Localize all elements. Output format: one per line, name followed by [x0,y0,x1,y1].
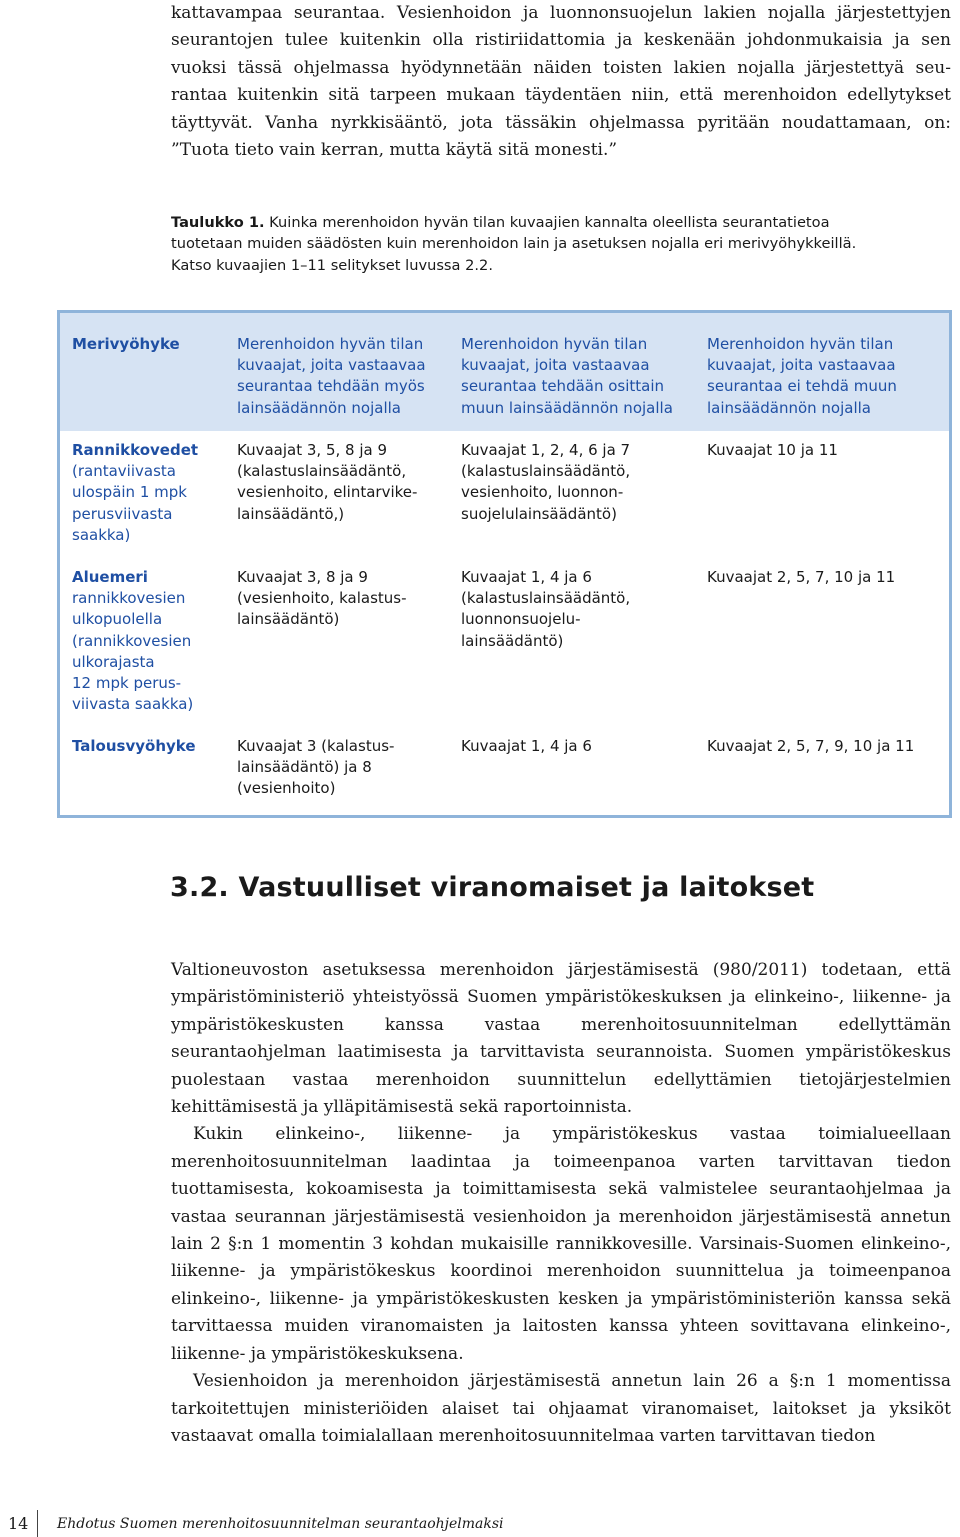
cell-line: (kalastuslainsäädäntö, [461,589,631,608]
intro-line: rantaa kuitenkin sitä tarpeen mukaan täydentäen niin, että merenhoidon edellytykset [171,85,951,106]
section-body [171,957,951,1450]
row2-col2 [461,567,630,652]
section-heading: 3.2. Vastuulliset viranomaiset ja laitokset [170,872,815,903]
cell-line: lainsäädäntö,) [237,504,345,523]
header-line: kuvaajat, joita vastaavaa [707,356,896,375]
section-paragraph: Kukin elinkeino-, liikenne- ja ympäristökeskus vastaa toimialueellaan merenhoitosuunnitelman laadintaa ja toimeenpanoa varten tarvittavan tiedon tuottamisesta, kokoamisesta ja toimittamisesta sekä valmistelee seurantaohjelmaa ja vastaa seurannan järjestämisestä vesienhoidon ja merenhoidon järjestämisestä annetun lain 2 §:n 1 momentin 3 kohdan mukaisille rannikkovesille. Varsinais-Suomen elinkeino-, liikenne- ja ympäristökeskus koordinoi merenhoidon suunnittelua ja toimeenpanoa elinkeino-, liikenne- ja ympäristökeskusten kesken ja ympäristöministeriön kanssa sekä tarvittaessa muiden viranomaisten ja laitosten kanssa yhteen sovittavana elinkeino-, liikenne- ja ympäristökeskuksena. [171,1124,951,1364]
cell-line: Kuvaajat 1, 2, 4, 6 ja 7 [461,441,631,459]
cell-line: lainsäädäntö) [237,610,340,629]
footer-divider [37,1510,38,1537]
cell-line: (vesienhoito) [237,779,336,798]
cell-line: Kuvaajat 10 ja 11 [707,441,838,459]
intro-line: ”Tuota tieto vain kerran, mutta käytä sitä monesti.” [171,140,618,161]
header-col2 [461,334,673,419]
cell-line: lainsäädäntö) ja 8 [237,758,372,777]
intro-line: vuoksi tässä ohjelmassa hyödynnetään näiden toisten lakien nojalla järjestettyä seu- [171,57,951,78]
section-paragraph: Vesienhoidon ja merenhoidon järjestämisestä annetun lain 26 a §:n 1 momentissa tarkoitettujen ministeriöiden alaiset tai ohjaamat viranomaiset, laitokset ja yksiköt vastaavat omalla toimialallaan merenhoitosuunnitelmaa varten tarvittavan tiedon [171,1371,951,1446]
row-zone-rannikkovedet [72,440,198,546]
header-line: seurantaa tehdään myös [237,377,425,396]
header-line: seurantaa tehdään osittain [461,377,665,396]
table-caption [171,212,951,276]
header-col3 [707,334,897,419]
caption-line-2: tuotetaan muiden säädösten kuin merenhoidon lain ja asetuksen nojalla eri merivyöhykkeillä. [171,235,857,253]
row-zone-aluemeri [72,567,193,715]
header-line: seurantaa ei tehdä muun [707,377,897,396]
zone-desc-line: ulkorajasta [72,652,155,671]
header-line: Merenhoidon hyvän tilan [461,335,648,353]
caption-label: Taulukko 1. [171,214,265,231]
row1-col2 [461,440,630,525]
cell-line: Kuvaajat 3 (kalastus- [237,737,395,755]
row2-col1 [237,567,407,631]
header-line: lainsäädännön nojalla [237,398,401,417]
cell-line: (vesienhoito, kalastus- [237,589,407,608]
row3-col2 [461,736,592,757]
zone-desc-line: 12 mpk perus- [72,674,182,693]
intro-line: seurantojen tulee kuitenkin olla ristiriidattomia ja keskenään johdonmukaisia ja sen [171,30,951,51]
zone-desc-line: perusviivasta [72,504,173,523]
row2-col3 [707,567,895,588]
zone-name: Rannikkovedet [72,441,199,459]
cell-line: luonnonsuojelu- [461,610,581,629]
header-line: kuvaajat, joita vastaavaa [461,356,650,375]
cell-line: Kuvaajat 1, 4 ja 6 [461,568,592,586]
zone-desc-line: ulkopuolella [72,610,163,629]
zone-desc-line: rannikkovesien [72,589,186,608]
row1-col3 [707,440,838,461]
header-line: Merenhoidon hyvän tilan [237,335,424,353]
header-line: muun lainsäädännön nojalla [461,398,673,417]
monitoring-table [57,310,952,818]
cell-line: (kalastuslainsäädäntö, [237,462,407,481]
row1-col1 [237,440,417,525]
header-col1 [237,334,426,419]
row3-col3 [707,736,914,757]
cell-line: Kuvaajat 2, 5, 7, 10 ja 11 [707,568,896,586]
header-line: Merenhoidon hyvän tilan [707,335,894,353]
header-line: lainsäädännön nojalla [707,398,871,417]
cell-line: Kuvaajat 1, 4 ja 6 [461,737,592,755]
zone-desc-line: ulospäin 1 mpk [72,483,187,502]
intro-line: kattavampaa seurantaa. Vesienhoidon ja luonnonsuojelun lakien nojalla järjestettyjen [171,3,951,23]
row3-col1 [237,736,394,800]
cell-line: Kuvaajat 2, 5, 7, 9, 10 ja 11 [707,737,915,755]
page-number: 14 [8,1514,29,1533]
cell-line: (kalastuslainsäädäntö, [461,462,631,481]
caption-line-1 [171,212,951,233]
zone-name: Talousvyöhyke [72,737,196,755]
cell-line: vesienhoito, elintarvike- [237,483,418,502]
caption-line-3: Katso kuvaajien 1–11 selitykset luvussa 2.2. [171,256,493,274]
zone-desc-line: (rannikkovesien [72,631,192,650]
intro-paragraph [171,0,951,164]
cell-line: suojelulainsäädäntö) [461,504,617,523]
zone-desc-line: saakka) [72,525,131,544]
cell-line: Kuvaajat 3, 5, 8 ja 9 [237,441,388,459]
cell-line: Kuvaajat 3, 8 ja 9 [237,568,368,586]
zone-desc-line: viivasta saakka) [72,695,194,714]
cell-line: lainsäädäntö) [461,631,564,650]
row-zone-talousvyohyke [72,736,196,757]
cell-line: vesienhoito, luonnon- [461,483,624,502]
section-paragraph: Valtioneuvoston asetuksessa merenhoidon järjestämisestä (980/2011) todetaan, että ympäristöministeriö yhteistyössä Suomen ympäristökeskuksen ja elinkeino-, liikenne- ja ympäristökeskusten kanssa vastaa merenhoitosuunnitelman edellyttämän seurantaohjelman laatimisesta ja tarvittavista seurannoista. Suomen ympäristökeskus puolestaan vastaa merenhoidon suunnittelun edellyttämien tietojärjestelmien kehittämisestä ja ylläpitämisestä sekä raportoinnista. [171,960,951,1118]
zone-name: Aluemeri [72,568,148,586]
footer-title: Ehdotus Suomen merenhoitosuunnitelman seurantaohjelmaksi [57,1516,504,1532]
caption-text: Kuinka merenhoidon hyvän tilan kuvaajien kannalta oleellista seurantatietoa [264,214,830,231]
intro-line: täyttyvät. Vanha nyrkkisääntö, jota tässäkin ohjelmassa pyritään noudattamaan, on: [171,112,951,133]
header-line: Merivyöhyke [72,335,180,353]
header-zone [72,334,180,355]
page-footer [0,1508,960,1537]
zone-desc-line: (rantaviivasta [72,462,176,481]
header-line: kuvaajat, joita vastaavaa [237,356,426,375]
